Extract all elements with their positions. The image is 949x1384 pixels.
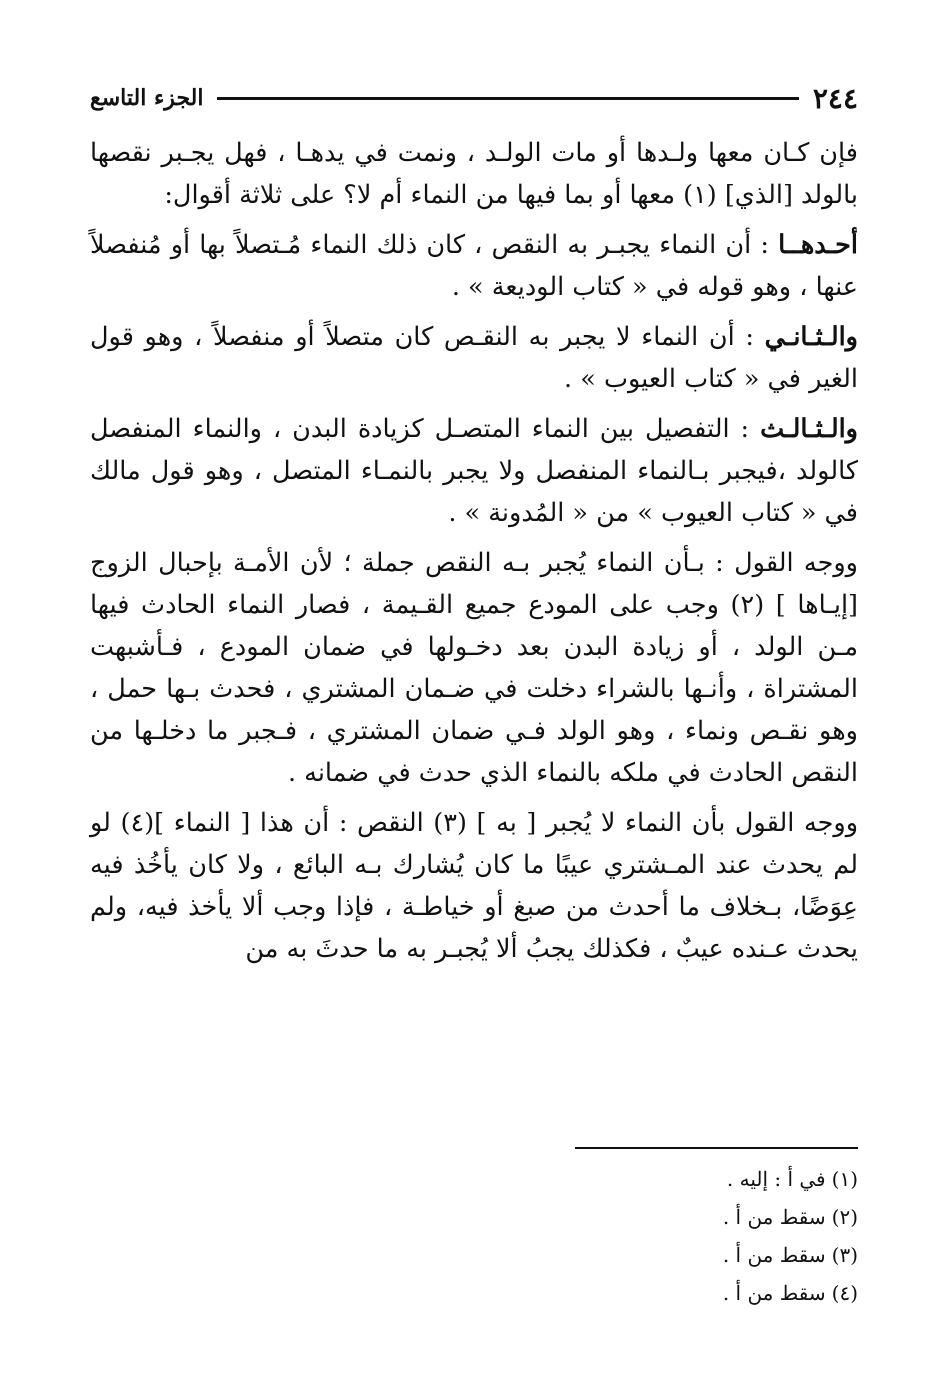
paragraph-lead: أحـدهــا (778, 230, 858, 260)
paragraph-lead: والـثـانـي (764, 322, 858, 352)
footnote-text: في أ : إليه . (726, 1167, 826, 1191)
footnote-item (560, 1198, 858, 1236)
paragraph-text: : التفصيل بين النماء المتصـل كزيادة البدن ، والنماء المنفصل كالولد ،فيجبر بـالنماء المنفصل ولا يجبر بالنمـاء المتصل ، وهو قول مالك في « كتاب العيوب » من « المُدونة » . (90, 414, 858, 528)
paragraph-text: فإن كـان معها ولـدها أو مات الولـد ، ونمت في يدهـا ، فهل يجـبر نقصها بالولد [الذي] (١) معها أو بما فيها من النماء أم لا؟ على ثلاثة أقوال: (90, 138, 858, 210)
page-number: ٢٤٤ (812, 81, 858, 115)
paragraph-third-opinion (90, 408, 858, 534)
footnote-text: سقط من أ . (722, 1281, 826, 1305)
paragraph-second-opinion (90, 316, 858, 400)
paragraph-intro (90, 132, 858, 216)
footnote-marker: (٢) (831, 1205, 858, 1229)
footnote-text: سقط من أ . (722, 1243, 826, 1267)
footnotes (560, 1160, 858, 1312)
paragraph-text: ووجه القول : بـأن النماء يُجبر بـه النقص جملة ؛ لأن الأمـة بإحبال الزوج [إيـاها ] (٢) وجب على المودع جميع القـيمة ، فصار النماء الحادث فيها مـن الولد ، أو زيادة البدن بعد دخـولها في ضمان المودع ، فـأشبهت المشتراة ، وأنـها بالشراء دخلت في ضـمان المشتري ، فحدث بـها حمل ، وهو نقـص ونماء ، وهو الولد فـي ضمان المشتري ، فـجبر ما دخلـها من النقص الحادث في ملكه بالنماء الذي حدث في ضمانه . (90, 548, 858, 788)
footnote-item (560, 1274, 858, 1312)
footnote-text: سقط من أ . (722, 1205, 826, 1229)
paragraph-argument-two (90, 802, 858, 970)
footnote-item (560, 1236, 858, 1274)
header-rule (217, 97, 798, 100)
paragraph-text: : أن النماء يجبـر به النقص ، كان ذلك النماء مُـتصلاً بها أو مُنفصلاً عنها ، وهو قوله في « كتاب الوديعة » . (90, 230, 858, 302)
running-header (90, 78, 858, 118)
paragraph-text: ووجه القول بأن النماء لا يُجبر [ به ] (٣) النقص : أن هذا [ النماء ](٤) لو لم يحدث عند المـشتري عيبًا ما كان يُشارك بـه البائع ، ولا كان يأخُذ فيه عِوَضًا، بـخلاف ما أحدث من صبغ أو خياطـة ، فإذا وجب ألا يأخذ فيه، ولم يحدث عـنده عيبٌ ، فكذلك يجبُ ألا يُجبـر به ما حدثَ به من (90, 808, 859, 964)
footnote-item (560, 1160, 858, 1198)
paragraph-first-opinion (90, 224, 858, 308)
footnote-marker: (٤) (831, 1281, 858, 1305)
paragraph-argument-one (90, 542, 858, 794)
paragraph-text: : أن النماء لا يجبر به النقـص كان متصلاً أو منفصلاً ، وهو قول الغير في « كتاب العيوب » . (90, 322, 858, 394)
main-text (90, 132, 858, 978)
footnote-marker: (١) (831, 1167, 858, 1191)
footnote-separator (575, 1147, 858, 1149)
footnote-marker: (٣) (831, 1243, 858, 1267)
part-title: الجزء التاسع (90, 85, 204, 111)
paragraph-lead: والـثـالـث (760, 414, 858, 444)
